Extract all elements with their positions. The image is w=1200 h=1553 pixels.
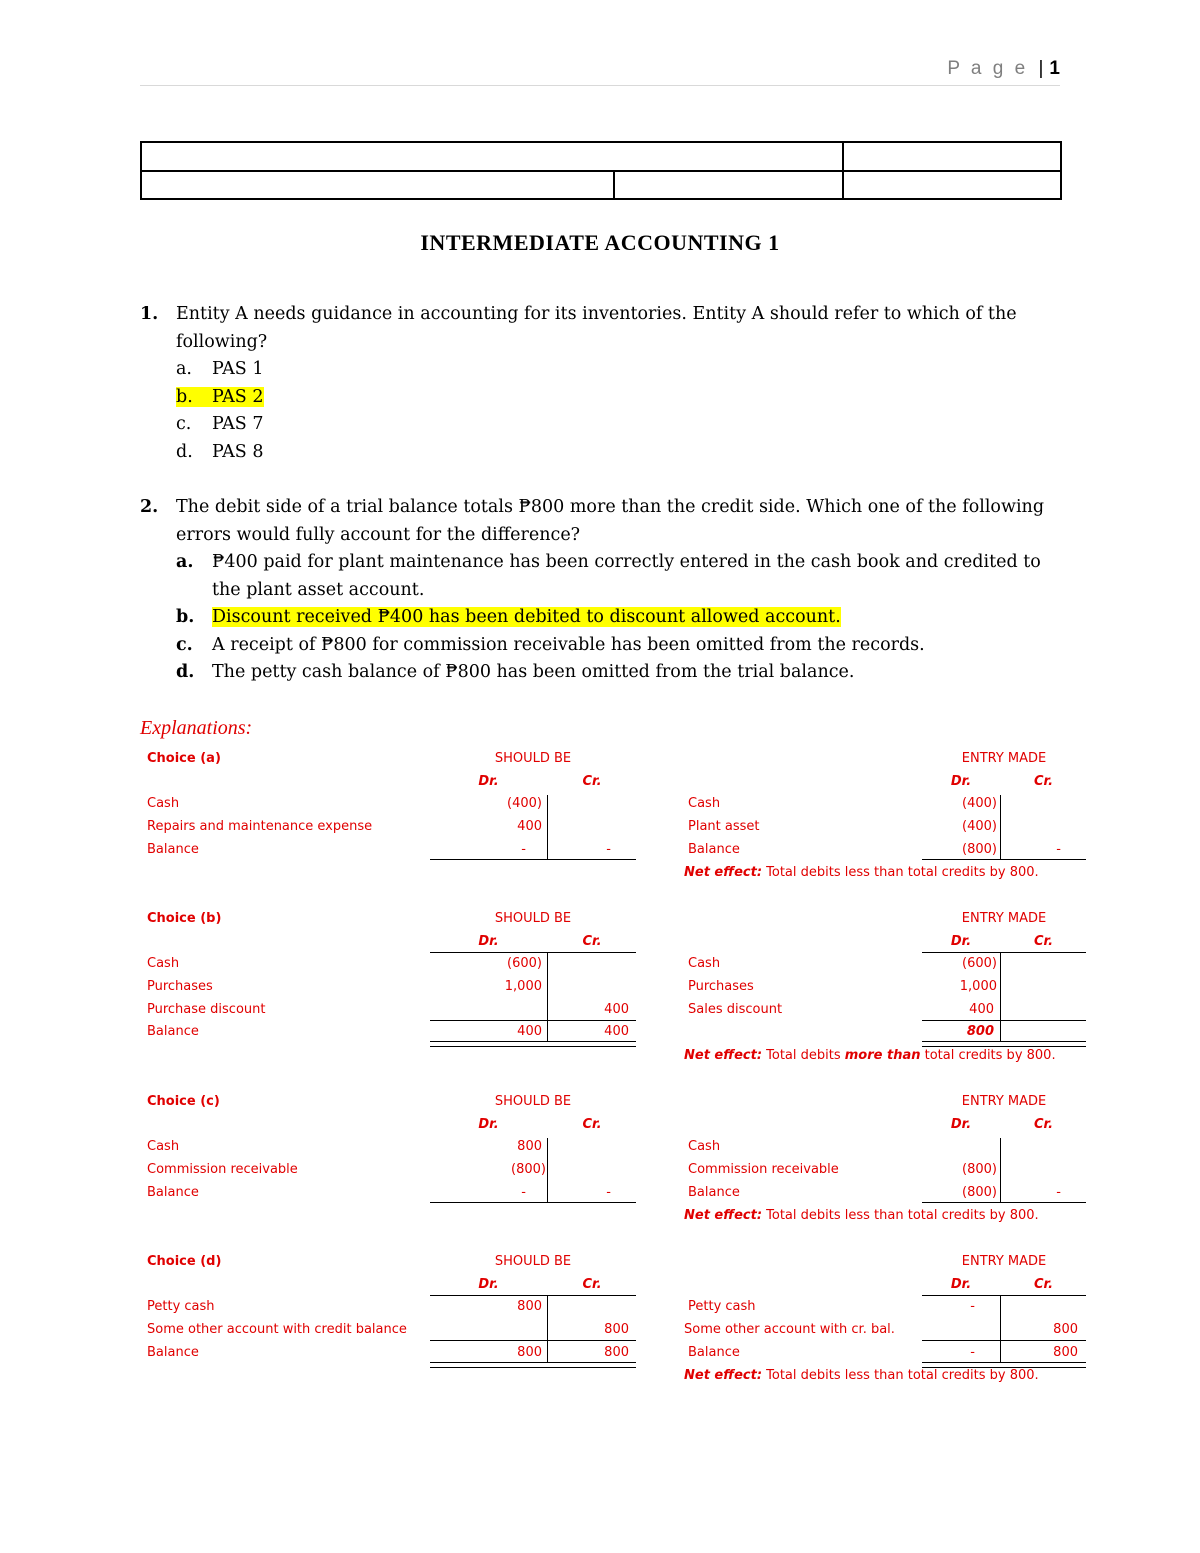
subtotal-rule <box>430 1020 636 1021</box>
account-name: Balance <box>147 842 199 857</box>
dr-value: (400) <box>962 796 997 811</box>
cr-header: Cr. <box>1033 934 1054 949</box>
option-d[interactable]: d. The petty cash balance of ₱800 has been omitted from the trial balance. <box>176 662 855 682</box>
dr-value: 1,000 <box>959 979 997 994</box>
account-name: Cash <box>688 1139 721 1154</box>
account-name: Balance <box>147 1185 199 1200</box>
account-name: Commission receivable <box>147 1162 298 1177</box>
cr-value: 400 <box>604 1024 629 1039</box>
entry-made-heading: ENTRY MADE <box>961 1094 1047 1109</box>
cr-value: 800 <box>1053 1322 1078 1337</box>
option-c[interactable]: c. A receipt of ₱800 for commission receivable has been omitted from the records. <box>176 634 925 655</box>
question-2 <box>140 494 1060 687</box>
info-cell-score[interactable] <box>843 142 1061 171</box>
account-name: Balance <box>147 1024 199 1039</box>
account-name: Cash <box>147 796 180 811</box>
dr-value: 400 <box>969 1002 994 1017</box>
cr-value: 800 <box>604 1322 629 1337</box>
dr-value: 400 <box>517 819 542 834</box>
t-account-divider <box>1000 1138 1001 1202</box>
dr-value: (800) <box>962 842 997 857</box>
account-name: Petty cash <box>147 1299 215 1314</box>
account-name: Petty cash <box>688 1299 756 1314</box>
account-name: Cash <box>147 956 180 971</box>
cr-header: Cr. <box>582 774 602 789</box>
t-account-divider <box>547 795 548 859</box>
page-label: P a g e <box>947 58 1029 79</box>
net-effect: Net effect: Total debits more than total credits by 800. <box>684 1048 1056 1063</box>
option-b-answer[interactable]: b. Discount received ₱400 has been debited to discount allowed account. <box>176 607 841 627</box>
subtotal-rule <box>922 1340 1086 1341</box>
dr-value: - <box>970 1299 975 1314</box>
should-be-heading: SHOULD BE <box>494 1094 572 1109</box>
dr-value: - <box>521 1185 526 1200</box>
option-d[interactable]: d. PAS 8 <box>176 441 264 462</box>
dr-value: (800) <box>962 1162 997 1177</box>
balance-rule <box>430 859 636 860</box>
info-row-1 <box>141 142 1061 171</box>
account-name: Cash <box>688 956 721 971</box>
net-effect: Net effect: Total debits less than total credits by 800. <box>684 1368 1039 1383</box>
cr-header: Cr. <box>1033 1277 1054 1292</box>
entry-made-heading: ENTRY MADE <box>961 1254 1047 1269</box>
account-name: Purchase discount <box>147 1002 266 1017</box>
should-be-heading: SHOULD BE <box>494 911 572 926</box>
dr-header: Dr. <box>478 774 499 789</box>
t-account-divider <box>547 1138 548 1202</box>
info-row-2 <box>141 171 1061 200</box>
subtotal-rule <box>922 1020 1086 1021</box>
dr-value: 800 <box>517 1299 542 1314</box>
cr-header: Cr. <box>1033 1117 1054 1132</box>
dr-value: - <box>521 842 526 857</box>
cr-header: Cr. <box>582 1277 602 1292</box>
header-rule <box>430 952 636 953</box>
balance-rule <box>430 1202 636 1203</box>
balance-rule <box>922 859 1086 860</box>
question-stem: The debit side of a trial balance totals ₱800 more than the credit side. Which one of the following errors would fully account for the difference? <box>176 497 1045 545</box>
dr-header: Dr. <box>478 934 499 949</box>
account-name: Sales discount <box>688 1002 783 1017</box>
choice-label: Choice (c) <box>147 1094 220 1109</box>
dr-header: Dr. <box>478 1277 499 1292</box>
account-name: Balance <box>688 1185 740 1200</box>
account-name: Commission receivable <box>688 1162 839 1177</box>
dr-value: (800) <box>511 1162 546 1177</box>
info-cell-extra[interactable] <box>843 171 1061 200</box>
dr-value: 1,000 <box>504 979 542 994</box>
double-underline <box>922 1041 1086 1047</box>
info-cell-section[interactable] <box>141 171 614 200</box>
account-name: Some other account with credit balance <box>147 1322 407 1337</box>
account-name: Balance <box>688 1345 740 1360</box>
cr-value: - <box>606 1185 611 1200</box>
dr-header: Dr. <box>950 1277 972 1292</box>
entry-made-heading: ENTRY MADE <box>961 911 1047 926</box>
options-list <box>176 549 1060 687</box>
info-cell-name[interactable] <box>141 142 843 171</box>
cr-header: Cr. <box>1033 774 1054 789</box>
balance-rule <box>922 1202 1086 1203</box>
option-c[interactable]: c. PAS 7 <box>176 414 264 434</box>
cr-value: 800 <box>604 1345 629 1360</box>
account-name: Cash <box>688 796 721 811</box>
question-stem: Entity A needs guidance in accounting for its inventories. Entity A should refer to which of the following? <box>176 304 1017 352</box>
header-rule <box>922 1295 1086 1296</box>
option-a[interactable]: a. ₱400 paid for plant maintenance has been correctly entered in the cash book and credited to the plant asset account. <box>176 552 1041 600</box>
t-account-divider <box>1000 795 1001 859</box>
cr-header: Cr. <box>582 1117 602 1132</box>
entry-made-heading: ENTRY MADE <box>961 751 1047 766</box>
dr-value: (400) <box>507 796 542 811</box>
t-account-divider <box>547 1296 548 1362</box>
account-name: Some other account with cr. bal. <box>684 1322 895 1337</box>
question-number: 2. <box>140 497 159 517</box>
cr-header: Cr. <box>582 934 602 949</box>
dr-value: 800 <box>517 1345 542 1360</box>
should-be-heading: SHOULD BE <box>494 1254 572 1269</box>
question-number: 1. <box>140 304 159 324</box>
account-name: Repairs and maintenance expense <box>147 819 373 834</box>
dr-total: 800 <box>966 1024 994 1039</box>
dr-value: (800) <box>962 1185 997 1200</box>
question-1 <box>140 301 1060 466</box>
cr-value: 800 <box>1053 1345 1078 1360</box>
dr-value: (400) <box>962 819 997 834</box>
choice-label: Choice (a) <box>147 751 221 766</box>
choice-label: Choice (b) <box>147 911 222 926</box>
account-name: Balance <box>688 842 740 857</box>
should-be-heading: SHOULD BE <box>494 751 572 766</box>
dr-header: Dr. <box>950 1117 972 1132</box>
net-effect: Net effect: Total debits less than total credits by 800. <box>684 865 1039 880</box>
account-name: Purchases <box>147 979 213 994</box>
choice-label: Choice (d) <box>147 1254 222 1269</box>
t-account-divider <box>1000 953 1001 1042</box>
dr-header: Dr. <box>950 774 972 789</box>
option-b-answer[interactable]: b. PAS 2 <box>176 386 264 407</box>
options-list <box>176 356 1060 466</box>
account-name: Purchases <box>688 979 754 994</box>
document-title: INTERMEDIATE ACCOUNTING 1 <box>420 230 780 255</box>
account-name: Plant asset <box>688 819 760 834</box>
cr-value: 400 <box>604 1002 629 1017</box>
dr-value: 400 <box>517 1024 542 1039</box>
page-header: P a g e | 1 <box>947 58 1060 79</box>
t-account-divider <box>547 953 548 1042</box>
t-account-divider <box>1000 1296 1001 1362</box>
explanations-title: Explanations: <box>140 717 253 739</box>
dr-value: (600) <box>962 956 997 971</box>
account-name: Cash <box>147 1139 180 1154</box>
student-info-table <box>140 141 1062 200</box>
dr-value: - <box>970 1345 975 1360</box>
cr-value: - <box>606 842 611 857</box>
option-a[interactable]: a. PAS 1 <box>176 359 264 379</box>
info-cell-date[interactable] <box>614 171 843 200</box>
double-underline <box>430 1362 636 1368</box>
subtotal-rule <box>430 1340 636 1341</box>
header-rule <box>430 1295 636 1296</box>
dr-value: (600) <box>507 956 542 971</box>
dr-header: Dr. <box>950 934 972 949</box>
account-name: Balance <box>147 1345 199 1360</box>
double-underline <box>430 1041 636 1047</box>
cr-value: - <box>1056 1185 1061 1200</box>
header-rule <box>140 85 1060 86</box>
page-number: 1 <box>1049 58 1060 79</box>
dr-header: Dr. <box>478 1117 499 1132</box>
dr-value: 800 <box>517 1139 542 1154</box>
cr-value: - <box>1056 842 1061 857</box>
header-rule <box>922 952 1086 953</box>
net-effect: Net effect: Total debits less than total credits by 800. <box>684 1208 1039 1223</box>
